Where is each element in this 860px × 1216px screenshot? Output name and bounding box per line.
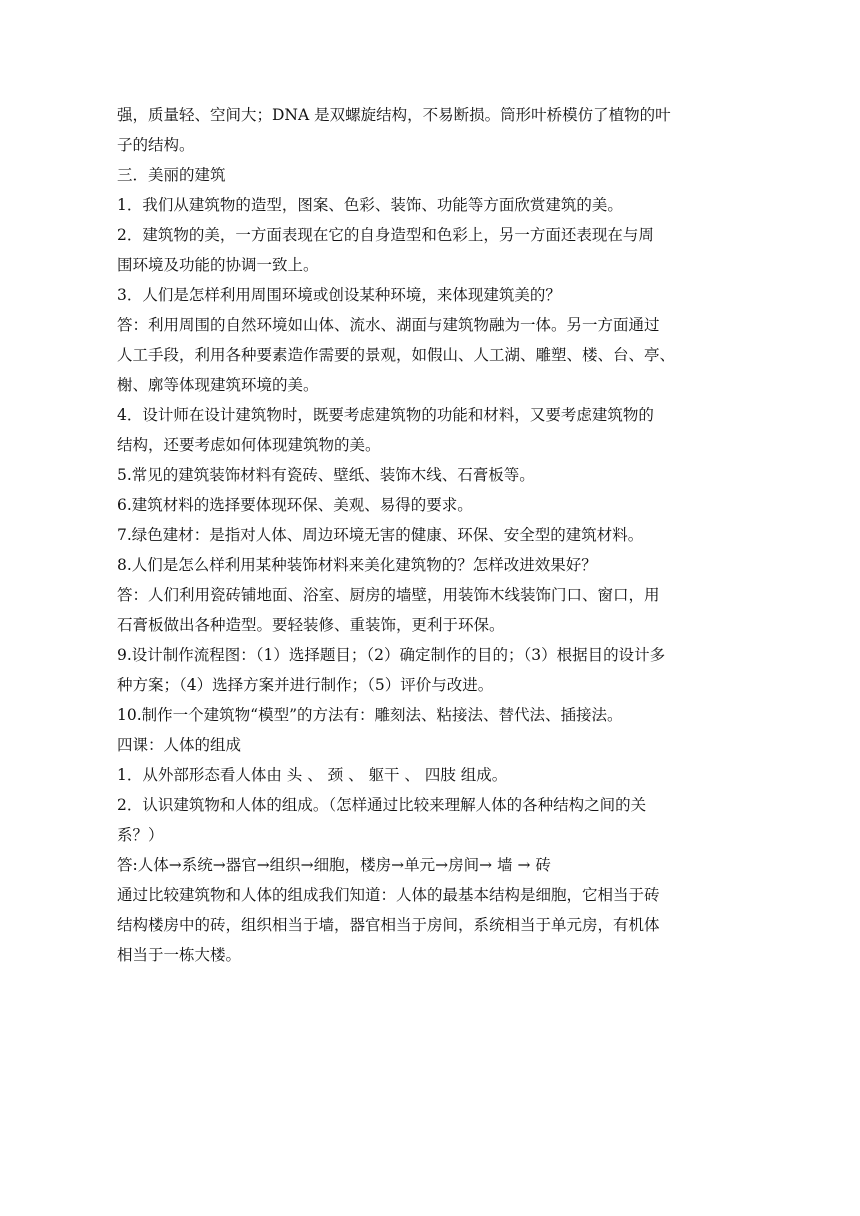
answer-line: 答：人们利用瓷砖铺地面、浴室、厨房的墙壁，用装饰木线装饰门口、窗口，用: [117, 586, 660, 604]
answer-line: 答:人体→系统→器官→组织→细胞，楼房→单元→房间→ 墙 → 砖: [117, 856, 551, 874]
text-line: 1．我们从建筑物的造型，图案、色彩、装饰、功能等方面欣赏建筑的美。: [117, 196, 623, 214]
question-line: 8.人们是怎么样利用某种装饰材料来美化建筑物的？怎样改进效果好？: [117, 556, 597, 574]
text-line: 种方案；（4）选择方案并进行制作；（5）评价与改进。: [117, 676, 494, 694]
answer-line: 答：利用周围的自然环境如山体、流水、湖面与建筑物融为一体。另一方面通过: [117, 316, 660, 334]
section-heading: 三．美丽的建筑: [117, 166, 226, 184]
answer-line: 石膏板做出各种造型。要轻装修、重装饰，更利于环保。: [117, 616, 505, 634]
question-line: 3．人们是怎样利用周围环境或创设某种环境，来体现建筑美的？: [117, 286, 561, 304]
text-line: 6.建筑材料的选择要体现环保、美观、易得的要求。: [117, 496, 473, 514]
answer-line: 人工手段，利用各种要素造作需要的景观，如假山、人工湖、雕塑、楼、台、亭、: [117, 346, 676, 364]
text-line: 围环境及功能的协调一致上。: [117, 256, 319, 274]
text-line: 强，质量轻、空间大；DNA 是双螺旋结构，不易断损。筒形叶桥模仿了植物的叶: [117, 106, 671, 124]
text-line: 结构楼房中的砖，组织相当于墙，器官相当于房间，系统相当于单元房，有机体: [117, 916, 660, 934]
text-line: 2．建筑物的美，一方面表现在它的自身造型和色彩上，另一方面还表现在与周: [117, 226, 654, 244]
text-line: 4．设计师在设计建筑物时，既要考虑建筑物的功能和材料，又要考虑建筑物的: [117, 406, 654, 424]
text-line: 5.常见的建筑装饰材料有瓷砖、壁纸、装饰木线、石膏板等。: [117, 466, 535, 484]
text-line: 10.制作一个建筑物“模型”的方法有：雕刻法、粘接法、替代法、插接法。: [117, 706, 623, 724]
text-line: 结构，还要考虑如何体现建筑物的美。: [117, 436, 381, 454]
text-line: 子的结构。: [117, 136, 195, 154]
text-line: 9.设计制作流程图：（1）选择题目；（2）确定制作的目的；（3）根据目的设计多: [117, 646, 666, 664]
text-line: 7.绿色建材：是指对人体、周边环境无害的健康、环保、安全型的建筑材料。: [117, 526, 644, 544]
question-line: 2．认识建筑物和人体的组成。（怎样通过比较来理解人体的各种结构之间的关: [117, 796, 647, 814]
answer-line: 榭、廓等体现建筑环境的美。: [117, 376, 319, 394]
document-body: [117, 100, 747, 970]
text-line: 1．从外部形态看人体由 头 、 颈 、 躯干 、 四肢 组成。: [117, 766, 508, 784]
text-line: 通过比较建筑物和人体的组成我们知道：人体的最基本结构是细胞，它相当于砖: [117, 886, 660, 904]
question-line: 系？）: [117, 826, 164, 844]
text-line: 相当于一栋大楼。: [117, 946, 242, 964]
section-heading: 四课：人体的组成: [117, 736, 242, 754]
